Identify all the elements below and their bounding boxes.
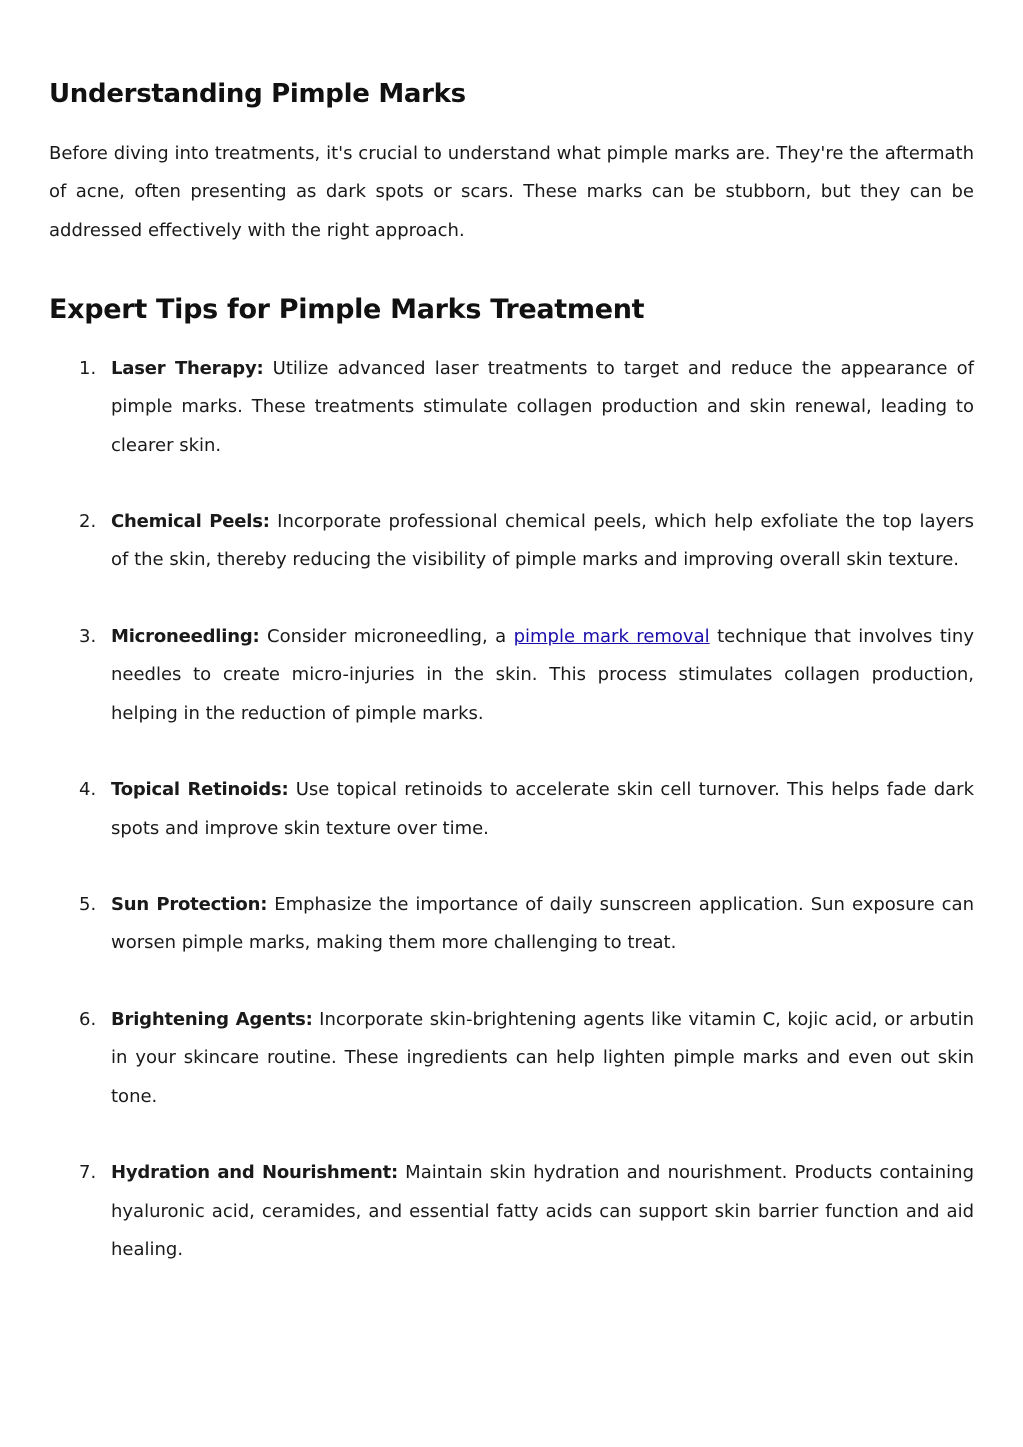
tip-number: 5. bbox=[79, 894, 97, 916]
tip-text-after-link: technique that involves tiny needles to create micro-injuries in the skin. This process stimulates collagen production, helping in the reduction of pimple marks. bbox=[111, 626, 974, 724]
tip-text: Incorporate skin-brightening agents like vitamin C, kojic acid, or arbutin in your skincare routine. These ingredients can help lighten pimple marks and even out skin tone. bbox=[111, 1009, 974, 1107]
pimple-mark-removal-link[interactable]: pimple mark removal bbox=[513, 626, 710, 648]
tip-text: Emphasize the importance of daily sunscreen application. Sun exposure can worsen pimple marks, making them more challenging to treat. bbox=[111, 894, 974, 954]
tip-item-chemical-peels bbox=[49, 503, 974, 580]
tip-number: 3. bbox=[79, 626, 97, 648]
tip-text: Maintain skin hydration and nourishment. Products containing hyaluronic acid, ceramides, and essential fatty acids can support skin barrier function and aid healing. bbox=[111, 1162, 974, 1260]
tip-number: 4. bbox=[79, 779, 97, 801]
tip-text: Use topical retinoids to accelerate skin cell turnover. This helps fade dark spots and improve skin texture over time. bbox=[111, 779, 974, 839]
intro-paragraph: Before diving into treatments, it's crucial to understand what pimple marks are. They're the aftermath of acne, often presenting as dark spots or scars. These marks can be stubborn, but they can be addressed effectively with the right approach. bbox=[49, 143, 974, 241]
tip-number: 2. bbox=[79, 511, 97, 533]
tip-title: Laser Therapy: bbox=[111, 358, 264, 379]
tip-item-brightening-agents bbox=[49, 1001, 974, 1116]
tip-number: 7. bbox=[79, 1162, 97, 1184]
tip-item-sun-protection bbox=[49, 886, 974, 963]
tip-item-hydration-nourishment bbox=[49, 1154, 974, 1269]
section-heading-expert-tips: Expert Tips for Pimple Marks Treatment bbox=[49, 294, 645, 325]
tip-title: Hydration and Nourishment: bbox=[111, 1162, 399, 1184]
section-heading-understanding: Understanding Pimple Marks bbox=[49, 79, 466, 109]
tip-title: Sun Protection: bbox=[111, 894, 268, 916]
tip-item-laser-therapy bbox=[49, 350, 974, 465]
tip-text: Incorporate professional chemical peels, which help exfoliate the top layers of the skin, thereby reducing the visibility of pimple marks and improving overall skin texture. bbox=[111, 511, 974, 571]
tip-title: Microneedling: bbox=[111, 626, 260, 648]
tip-title: Chemical Peels: bbox=[111, 511, 270, 533]
tips-list bbox=[49, 350, 974, 1307]
tip-text-before-link: Consider microneedling, a bbox=[267, 626, 507, 648]
tip-number: 6. bbox=[79, 1009, 97, 1031]
tip-item-microneedling bbox=[49, 618, 974, 733]
tip-number: 1. bbox=[79, 358, 97, 379]
tip-title: Topical Retinoids: bbox=[111, 779, 289, 801]
tip-title: Brightening Agents: bbox=[111, 1009, 313, 1031]
tip-text: Utilize advanced laser treatments to target and reduce the appearance of pimple marks. These treatments stimulate collagen production and skin renewal, leading to clearer skin. bbox=[111, 358, 974, 456]
tip-item-topical-retinoids bbox=[49, 771, 974, 848]
